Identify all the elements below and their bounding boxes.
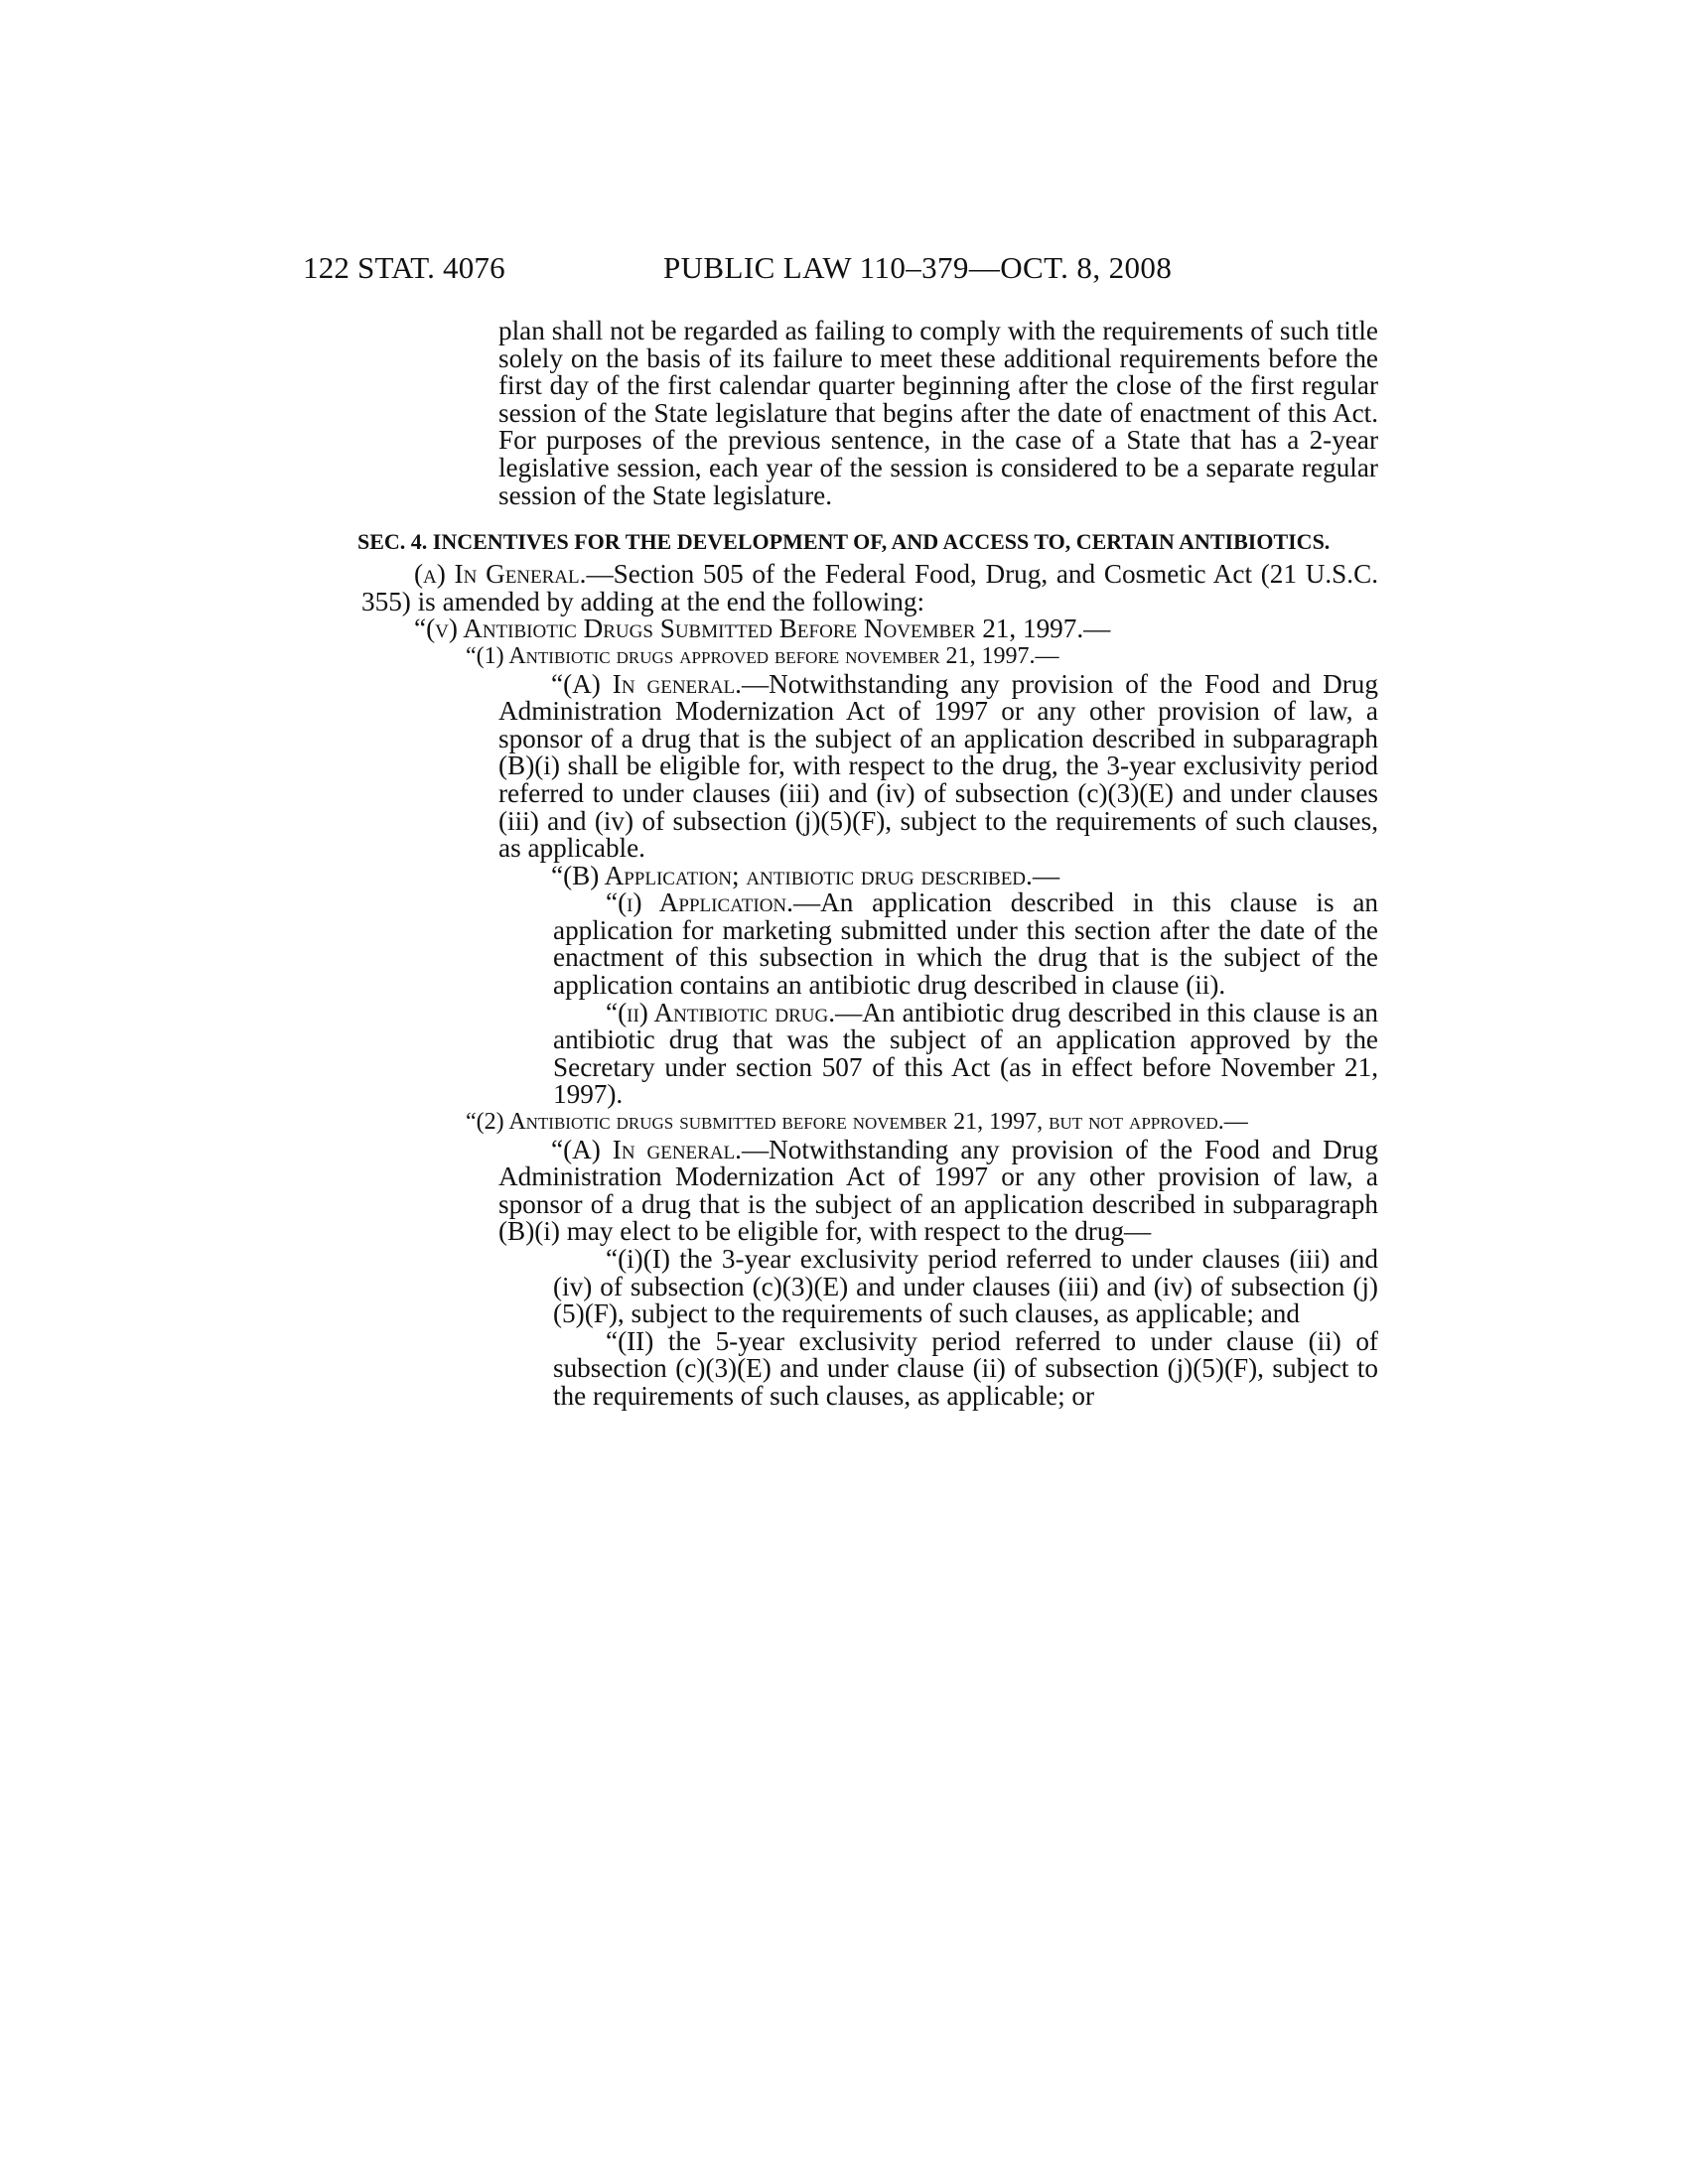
paragraph-1A — [389, 668, 1378, 864]
clause-1Bi-text: —An application described in this clause is an application for marketing submitted under this section after the date of the enactment of this subsection in which the drug that is the subject of the application contains an antibiotic drug described in clause (ii). — [553, 887, 1378, 1001]
paragraph-1B-heading: “(B) Application; antibiotic drug described.— — [551, 860, 1060, 890]
clause-1Bii-text: —An antibiotic drug described in this clause is an antibiotic drug that was the subject of an application approved by the Secretary under section 507 of this Act (as in effect before November 21, 1997). — [553, 997, 1378, 1110]
paragraph-2A-label: “(A) In general. — [551, 1134, 742, 1164]
public-law-title: PUBLIC LAW 110–379—OCT. 8, 2008 — [663, 250, 1173, 285]
statute-page-number: 122 STAT. 4076 — [303, 250, 505, 285]
paragraph-2A — [389, 1134, 1378, 1247]
document-body — [357, 316, 1379, 1411]
subsection-v-heading: “(v) Antibiotic Drugs Submitted Before November 21, 1997.— — [414, 614, 1111, 644]
clause-1Bii-label: “(ii) Antibiotic drug. — [606, 997, 836, 1027]
paragraph-1-heading — [466, 643, 1378, 671]
paragraph-continuation: plan shall not be regarded as failing to comply with the requirements of such title solely on the basis of its failure to meet these additional requirements before the first day of the first calendar quarter beginning after the close of the first regular session of the State legislature that begins after the date of enactment of this Act. For purposes of the previous sentence, in the case of a State that has a 2-year legislative session, each year of the session is considered to be a separate regular session of the State legislature. — [498, 316, 1378, 510]
paragraph-1-label: “(1) Antibiotic drugs approved before november 21, 1997.— — [466, 642, 1059, 669]
paragraph-2-label: “(2) Antibiotic drugs submitted before november 21, 1997, but not approved.— — [466, 1109, 1248, 1136]
paragraph-2-heading — [466, 1109, 1378, 1137]
paragraph-1A-text: —Notwithstanding any provision of the Food and Drug Administration Modernization Act of 1997 or any other provision of law, a sponsor of a drug that is the subject of an application described in subparagraph (B)(i) shall be eligible for, with respect to the drug, the 3-year exclusivity period referred to under clauses (iii) and (iv) of subsection (c)(3)(E) and under clauses (iii) and (iv) of subsection (j)(5)(F), subject to the requirements of such clauses, as applicable. — [498, 668, 1378, 864]
page-header — [0, 250, 1688, 290]
paragraph-1A-label: “(A) In general. — [551, 668, 742, 699]
section-heading: SEC. 4. INCENTIVES FOR THE DEVELOPMENT OF, AND ACCESS TO, CERTAIN ANTIBIOTICS. — [357, 529, 1331, 555]
paragraph-2A-text: —Notwithstanding any provision of the Food and Drug Administration Modernization Act of 1997 or any other provision of law, a sponsor of a drug that is the subject of an application described in subparagraph (B)(i) may elect to be eligible for, with respect to the drug— — [498, 1134, 1378, 1247]
subsection-a — [361, 561, 1378, 615]
clause-1Bii — [444, 997, 1378, 1110]
clause-2AII: “(II) the 5-year exclusivity period referred to under clause (ii) of subsection (c)(3)(E) and under clause (ii) of subsection (j)(5)(F), subject to the requirements of such clauses, as applicable; or — [553, 1325, 1378, 1411]
subsection-a-label: (a) In General. — [414, 559, 587, 590]
clause-2AiI: “(i)(I) the 3-year exclusivity period referred to under clauses (iii) and (iv) of subsection (c)(3)(E) and under clauses (iii) and (iv) of subsection (j)(5)(F), subject to the requirements of such clauses, as applicable; and — [553, 1244, 1378, 1329]
clause-1Bi — [444, 889, 1378, 999]
clause-1Bi-label: “(i) Application. — [606, 887, 793, 918]
subsection-a-text: —Section 505 of the Federal Food, Drug, and Cosmetic Act (21 U.S.C. 355) is amended by adding at the end the following: — [361, 559, 1379, 616]
